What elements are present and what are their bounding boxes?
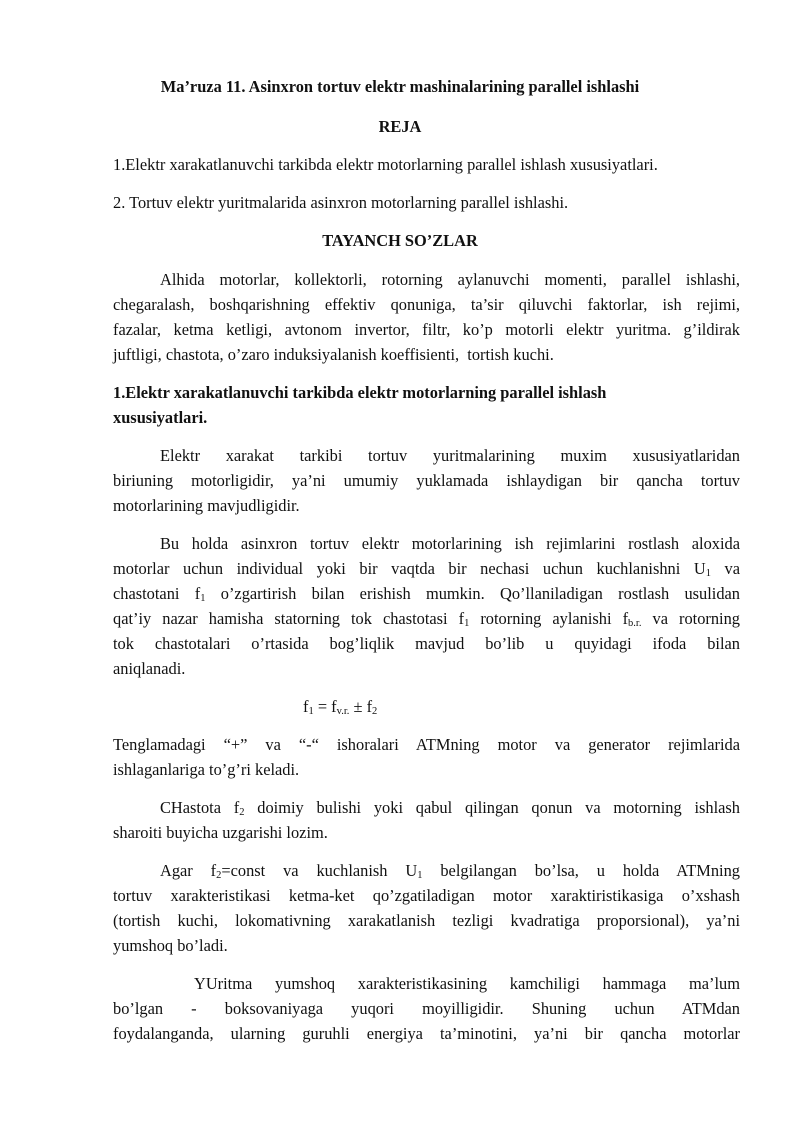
- paragraph-line: motorlarining mavjudligidir.: [113, 496, 300, 515]
- paragraph-line: ishlaganlariga to’g’ri keladi.: [113, 760, 300, 779]
- keywords-line: Alhida motorlar, kollektorli, rotorning aylanuvchi momenti, parallel ishlashi,: [160, 270, 740, 289]
- paragraph-line: foydalanganda, ularning guruhli energiya ta’minotini, ya’ni bir qancha motorlar: [113, 1024, 740, 1043]
- paragraph-line: chastotani $f_1$ o’zgartirish bilan erishish mumkin. Qo’llaniladigan rostlash usulidan: [113, 584, 740, 604]
- lecture-title: Ma’ruza 11. Asinxron tortuv elektr mashinalarining parallel ishlashi: [160, 77, 640, 96]
- formula: $f_1 = f_{v.r.} \pm f_2$: [303, 697, 378, 717]
- plan-item: 2. Tortuv elektr yuritmalarida asinxron motorlarning parallel ishlashi.: [113, 193, 569, 212]
- paragraph-line: sharoiti buyicha uzgarishi lozim.: [113, 823, 328, 842]
- paragraph-line: qat’iy nazar hamisha statorning tok chastotasi $f_1$ rotorning aylanishi $f_{b.r.}$ va rotorning: [113, 609, 740, 629]
- keywords-line: chegaralash, boshqarishning effektiv qonuniga, ta’sir qiluvchi faktorlar, ish rejimi,: [113, 295, 740, 314]
- section-heading: xususiyatlari.: [113, 408, 208, 427]
- paragraph-line: Agar $f_2=const$ va kuchlanish $U_1$ belgilangan bo’lsa, u holda ATMning: [160, 861, 740, 881]
- section-heading: 1.Elektr xarakatlanuvchi tarkibda elektr motorlarning parallel ishlash: [113, 383, 607, 402]
- paragraph-line: Elektr xarakat tarkibi tortuv yuritmalarining muxim xususiyatlaridan: [160, 446, 740, 465]
- paragraph-line: Tenglamadagi “+” va “-“ ishoralari ATMning motor va generator rejimlarida: [113, 735, 740, 754]
- paragraph-line: aniqlanadi.: [113, 659, 186, 678]
- paragraph-line: YUritma yumshoq xarakteristikasining kamchiligi hammaga ma’lum: [194, 974, 740, 993]
- paragraph-line: CHastota $f_2$ doimiy bulishi yoki qabul qilingan qonun va motorning ishlash: [160, 798, 740, 818]
- keywords-line: fazalar, ketma ketligi, avtonom invertor, filtr, ko’p motorli elektr yuritma. g’ildirak: [113, 320, 740, 339]
- keywords-heading: TAYANCH SO’ZLAR: [322, 231, 478, 250]
- paragraph-line: tortuv xarakteristikasi ketma-ket qo’zgatiladigan motor xaraktiristikasiga o’xshash: [113, 886, 740, 905]
- plan-heading: REJA: [378, 117, 422, 136]
- paragraph-line: (tortish kuchi, lokomativning xarakatlanish tezligi kvadratiga proporsional), ya’ni: [113, 911, 740, 930]
- paragraph-line: tok chastotalari o’rtasida bog’liqlik mavjud bo’lib u quyidagi ifoda bilan: [113, 634, 740, 653]
- paragraph-line: yumshoq bo’ladi.: [113, 936, 228, 955]
- plan-item: 1.Elektr xarakatlanuvchi tarkibda elektr motorlarning parallel ishlash xususiyatlari.: [113, 155, 658, 174]
- keywords-line: juftligi, chastota, o’zaro induksiyalanish koeffisienti, tortish kuchi.: [113, 345, 554, 364]
- paragraph-line: bo’lgan - boksovaniyaga yuqori moyilligidir. Shuning uchun ATMdan: [113, 999, 740, 1018]
- paragraph-line: biriuning motorligidir, ya’ni umumiy yuklamada ishlaydigan bir qancha tortuv: [113, 471, 740, 490]
- paragraph-line: motorlar uchun individual yoki bir vaqtda bir nechasi uchun kuchlanishni $U_1$ va: [113, 559, 740, 579]
- paragraph-line: Bu holda asinxron tortuv elektr motorlarining ish rejimlarini rostlash aloxida: [160, 534, 740, 553]
